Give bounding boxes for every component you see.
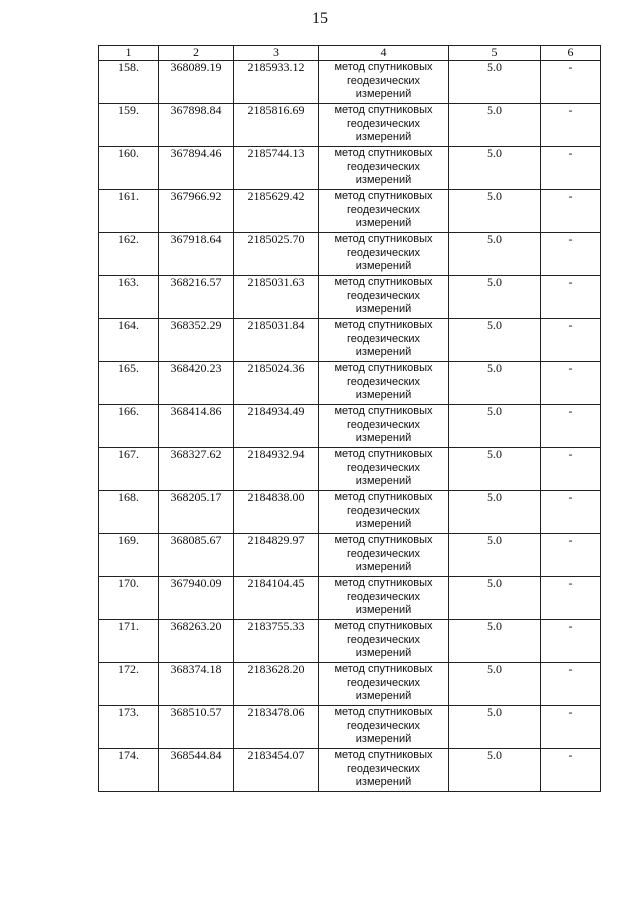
table-row (99, 448, 601, 491)
y-coordinate-cell: 2183628.20 (234, 663, 319, 706)
x-coordinate-cell: 367894.46 (159, 147, 234, 190)
precision-cell: 5.0 (449, 362, 541, 405)
table-row (99, 577, 601, 620)
column-header-4: 4 (319, 46, 449, 61)
precision-cell: 5.0 (449, 233, 541, 276)
y-coordinate-cell: 2184104.45 (234, 577, 319, 620)
method-cell: метод спутниковых геодезических измерений (319, 663, 449, 706)
note-cell: - (541, 620, 601, 663)
method-cell: метод спутниковых геодезических измерений (319, 233, 449, 276)
table-row (99, 491, 601, 534)
precision-cell: 5.0 (449, 276, 541, 319)
x-coordinate-cell: 368414.86 (159, 405, 234, 448)
note-cell: - (541, 405, 601, 448)
x-coordinate-cell: 367966.92 (159, 190, 234, 233)
precision-cell: 5.0 (449, 577, 541, 620)
note-cell: - (541, 319, 601, 362)
table-row (99, 104, 601, 147)
point-number-cell: 166. (99, 405, 159, 448)
method-cell: метод спутниковых геодезических измерений (319, 448, 449, 491)
point-number-cell: 170. (99, 577, 159, 620)
note-cell: - (541, 147, 601, 190)
point-number-cell: 158. (99, 61, 159, 104)
note-cell: - (541, 749, 601, 792)
table-row (99, 620, 601, 663)
method-cell: метод спутниковых геодезических измерений (319, 577, 449, 620)
precision-cell: 5.0 (449, 147, 541, 190)
point-number-cell: 171. (99, 620, 159, 663)
x-coordinate-cell: 368263.20 (159, 620, 234, 663)
table-row (99, 749, 601, 792)
y-coordinate-cell: 2185024.36 (234, 362, 319, 405)
point-number-cell: 173. (99, 706, 159, 749)
method-cell: метод спутниковых геодезических измерений (319, 319, 449, 362)
y-coordinate-cell: 2184932.94 (234, 448, 319, 491)
note-cell: - (541, 663, 601, 706)
precision-cell: 5.0 (449, 319, 541, 362)
method-cell: метод спутниковых геодезических измерений (319, 491, 449, 534)
table-row (99, 319, 601, 362)
method-cell: метод спутниковых геодезических измерений (319, 61, 449, 104)
y-coordinate-cell: 2184829.97 (234, 534, 319, 577)
x-coordinate-cell: 368510.57 (159, 706, 234, 749)
x-coordinate-cell: 367940.09 (159, 577, 234, 620)
x-coordinate-cell: 368205.17 (159, 491, 234, 534)
x-coordinate-cell: 368089.19 (159, 61, 234, 104)
table-row (99, 190, 601, 233)
note-cell: - (541, 534, 601, 577)
note-cell: - (541, 61, 601, 104)
point-number-cell: 167. (99, 448, 159, 491)
y-coordinate-cell: 2183755.33 (234, 620, 319, 663)
precision-cell: 5.0 (449, 620, 541, 663)
coordinates-table (98, 45, 601, 792)
y-coordinate-cell: 2185025.70 (234, 233, 319, 276)
method-cell: метод спутниковых геодезических измерений (319, 749, 449, 792)
point-number-cell: 160. (99, 147, 159, 190)
table-row (99, 147, 601, 190)
precision-cell: 5.0 (449, 61, 541, 104)
y-coordinate-cell: 2185629.42 (234, 190, 319, 233)
x-coordinate-cell: 368420.23 (159, 362, 234, 405)
point-number-cell: 165. (99, 362, 159, 405)
precision-cell: 5.0 (449, 491, 541, 534)
y-coordinate-cell: 2185031.63 (234, 276, 319, 319)
table-row (99, 534, 601, 577)
method-cell: метод спутниковых геодезических измерений (319, 147, 449, 190)
y-coordinate-cell: 2185744.13 (234, 147, 319, 190)
column-header-1: 1 (99, 46, 159, 61)
point-number-cell: 161. (99, 190, 159, 233)
table-row (99, 706, 601, 749)
precision-cell: 5.0 (449, 663, 541, 706)
point-number-cell: 174. (99, 749, 159, 792)
note-cell: - (541, 233, 601, 276)
method-cell: метод спутниковых геодезических измерений (319, 620, 449, 663)
point-number-cell: 172. (99, 663, 159, 706)
x-coordinate-cell: 368216.57 (159, 276, 234, 319)
note-cell: - (541, 104, 601, 147)
y-coordinate-cell: 2184838.00 (234, 491, 319, 534)
precision-cell: 5.0 (449, 706, 541, 749)
point-number-cell: 159. (99, 104, 159, 147)
x-coordinate-cell: 368085.67 (159, 534, 234, 577)
x-coordinate-cell: 367898.84 (159, 104, 234, 147)
note-cell: - (541, 448, 601, 491)
table-row (99, 362, 601, 405)
note-cell: - (541, 190, 601, 233)
y-coordinate-cell: 2183478.06 (234, 706, 319, 749)
note-cell: - (541, 577, 601, 620)
precision-cell: 5.0 (449, 534, 541, 577)
precision-cell: 5.0 (449, 405, 541, 448)
precision-cell: 5.0 (449, 448, 541, 491)
table-row (99, 663, 601, 706)
method-cell: метод спутниковых геодезических измерений (319, 190, 449, 233)
y-coordinate-cell: 2185933.12 (234, 61, 319, 104)
method-cell: метод спутниковых геодезических измерений (319, 104, 449, 147)
column-header-2: 2 (159, 46, 234, 61)
point-number-cell: 164. (99, 319, 159, 362)
y-coordinate-cell: 2185816.69 (234, 104, 319, 147)
point-number-cell: 163. (99, 276, 159, 319)
table-row (99, 405, 601, 448)
note-cell: - (541, 706, 601, 749)
table-row (99, 233, 601, 276)
precision-cell: 5.0 (449, 749, 541, 792)
x-coordinate-cell: 368374.18 (159, 663, 234, 706)
x-coordinate-cell: 368544.84 (159, 749, 234, 792)
page-number: 15 (312, 10, 328, 27)
y-coordinate-cell: 2185031.84 (234, 319, 319, 362)
method-cell: метод спутниковых геодезических измерений (319, 276, 449, 319)
point-number-cell: 168. (99, 491, 159, 534)
y-coordinate-cell: 2183454.07 (234, 749, 319, 792)
column-header-6: 6 (541, 46, 601, 61)
y-coordinate-cell: 2184934.49 (234, 405, 319, 448)
method-cell: метод спутниковых геодезических измерений (319, 706, 449, 749)
note-cell: - (541, 491, 601, 534)
point-number-cell: 169. (99, 534, 159, 577)
x-coordinate-cell: 367918.64 (159, 233, 234, 276)
table-body (99, 61, 601, 792)
table-header-row (99, 46, 601, 61)
x-coordinate-cell: 368327.62 (159, 448, 234, 491)
table-row (99, 276, 601, 319)
precision-cell: 5.0 (449, 190, 541, 233)
method-cell: метод спутниковых геодезических измерений (319, 534, 449, 577)
x-coordinate-cell: 368352.29 (159, 319, 234, 362)
note-cell: - (541, 276, 601, 319)
note-cell: - (541, 362, 601, 405)
column-header-3: 3 (234, 46, 319, 61)
column-header-5: 5 (449, 46, 541, 61)
method-cell: метод спутниковых геодезических измерений (319, 362, 449, 405)
method-cell: метод спутниковых геодезических измерений (319, 405, 449, 448)
precision-cell: 5.0 (449, 104, 541, 147)
point-number-cell: 162. (99, 233, 159, 276)
table-row (99, 61, 601, 104)
